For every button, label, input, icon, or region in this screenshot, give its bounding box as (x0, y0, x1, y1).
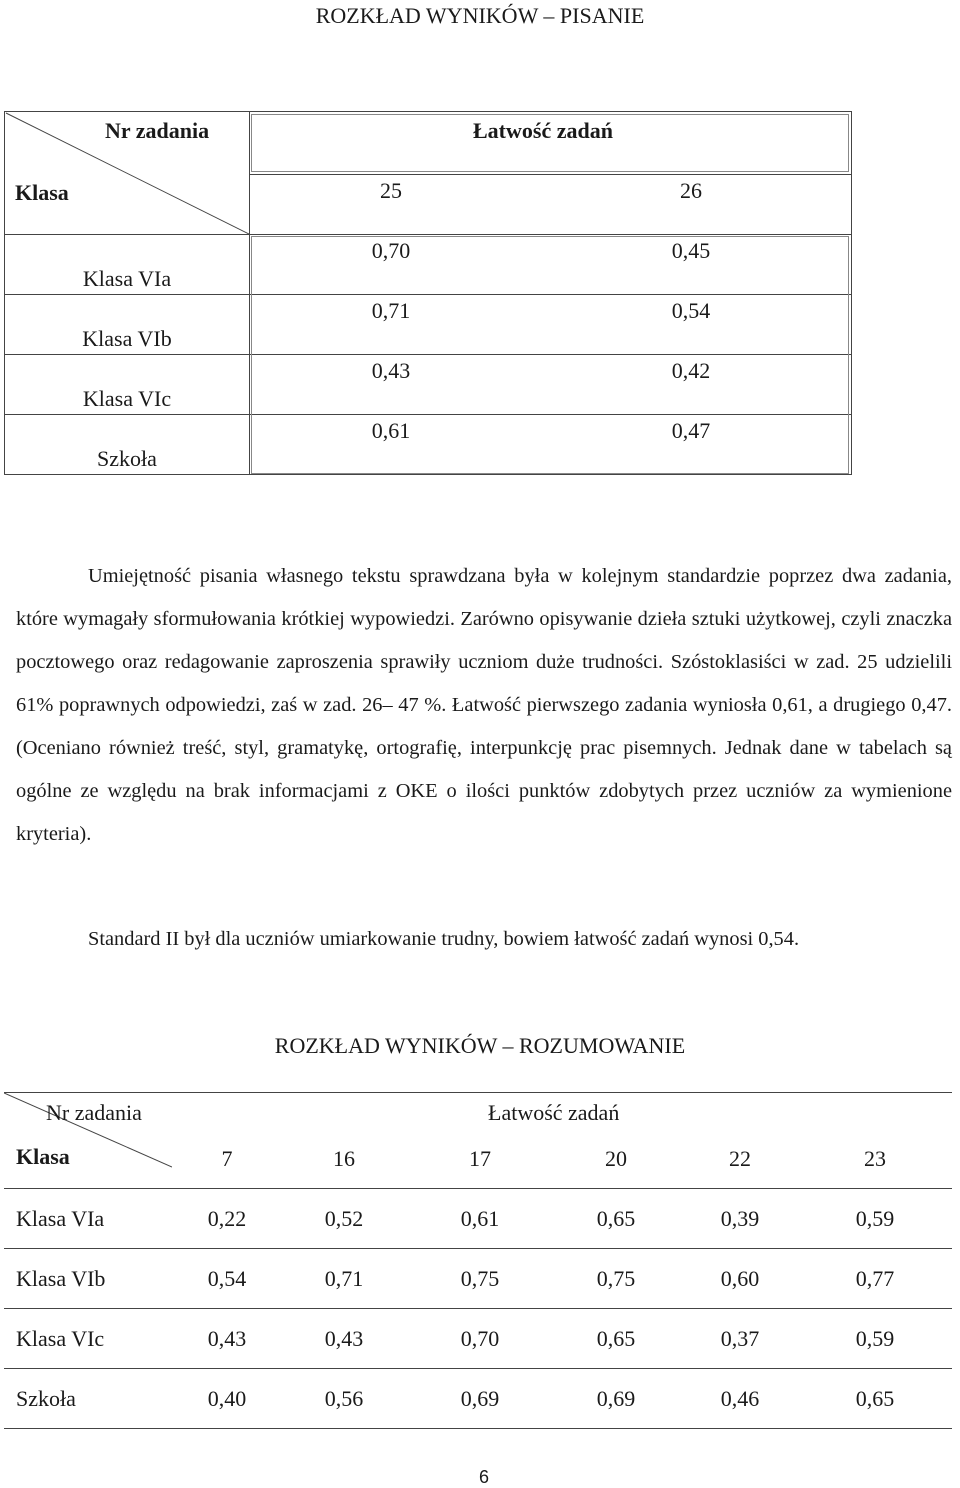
table-column-divider (249, 112, 250, 474)
row-label: Szkoła (97, 446, 157, 471)
table-cell-value: 0,37 (720, 1326, 760, 1351)
table-rule (249, 174, 851, 175)
task-number-header: 7 (221, 1146, 233, 1171)
table-cell-value: 0,69 (596, 1386, 636, 1411)
summary-paragraph: Standard II był dla uczniów umiarkowanie trudny, bowiem łatwość zadań wynosi 0,54. (88, 928, 800, 950)
table-cell-value: 0,39 (720, 1206, 760, 1231)
table-cell-value: 0,40 (207, 1386, 247, 1411)
table-cell-value: 0,46 (720, 1386, 760, 1411)
table-cell-value: 0,59 (855, 1206, 895, 1231)
table-rule (4, 1368, 952, 1369)
writing-section-title: ROZKŁAD WYNIKÓW – PISANIE (315, 3, 645, 28)
table-rule (4, 1188, 952, 1189)
table-cell-value: 0,75 (596, 1266, 636, 1291)
table-cell-value: 0,43 (324, 1326, 364, 1351)
task-number-header: 26 (680, 178, 702, 203)
table-cell-value: 0,56 (324, 1386, 364, 1411)
corner-header-task-number: Nr zadania (46, 1100, 142, 1125)
row-label: Klasa VIc (16, 1326, 105, 1351)
writing-results-table (4, 111, 852, 475)
table-cell-value: 0,52 (324, 1206, 364, 1231)
table-cell-value: 0,54 (671, 298, 711, 323)
reasoning-results-table (4, 1092, 952, 1428)
table-cell-value: 0,47 (671, 418, 711, 443)
task-number-header: 16 (333, 1146, 355, 1171)
task-number-header: 20 (605, 1146, 627, 1171)
table-cell-value: 0,77 (855, 1266, 895, 1291)
table-cell-value: 0,71 (324, 1266, 364, 1291)
reasoning-section-title: ROZKŁAD WYNIKÓW – ROZUMOWANIE (274, 1033, 686, 1058)
table-cell-value: 0,71 (371, 298, 411, 323)
corner-header-task-number: Nr zadania (105, 118, 210, 143)
table-cell-value: 0,45 (671, 238, 711, 263)
row-label: Klasa VIa (16, 1206, 105, 1231)
row-label: Szkoła (16, 1386, 76, 1411)
task-number-header: 25 (380, 178, 402, 203)
table-cell-value: 0,70 (371, 238, 411, 263)
row-label: Klasa VIa (82, 266, 172, 291)
table-cell-value: 0,65 (855, 1386, 895, 1411)
table-cell-value: 0,43 (371, 358, 411, 383)
analysis-paragraph: Umiejętność pisania własnego tekstu sprawdzana była w kolejnym standardzie poprzez dwa zadania, które wymagały sformułowania krótkiej wypowiedzi. Zarówno opisywanie dzieła sztuki użytkowej, czyli znaczka pocztowego oraz redagowanie zaproszenia sprawiły uczniom duże trudności. Szóstoklasiści w zad. 25 udzielili 61% poprawnych odpowiedzi, zaś w zad. 26– 47 %. Łatwość pierwszego zadania wyniosła 0,61, a drugiego 0,47. (Oceniano również treść, styl, gramatykę, ortografię, interpunkcję prac pisemnych. Jednak dane w tabelach są ogólne ze względu na brak informacjami z OKE o ilości punktów zdobytych przez uczniów za wymienione kryteria). (16, 565, 952, 845)
table-rule (4, 1248, 952, 1249)
table-cell-value: 0,65 (596, 1326, 636, 1351)
table-cell-value: 0,22 (207, 1206, 247, 1231)
table-cell-value: 0,65 (596, 1206, 636, 1231)
table-cell-value: 0,61 (460, 1206, 500, 1231)
table-cell-value: 0,70 (460, 1326, 500, 1351)
group-header-difficulty: Łatwość zadań (473, 118, 613, 143)
task-number-header: 23 (864, 1146, 886, 1171)
table-rule (4, 1092, 952, 1093)
page-number: 6 (478, 1467, 489, 1487)
corner-header-class: Klasa (15, 180, 69, 205)
task-number-header: 17 (469, 1146, 491, 1171)
table-rule (5, 234, 851, 235)
values-cell-frame (251, 236, 849, 474)
table-cell-value: 0,43 (207, 1326, 247, 1351)
table-rule (4, 1308, 952, 1309)
table-cell-value: 0,75 (460, 1266, 500, 1291)
table-cell-value: 0,60 (720, 1266, 760, 1291)
table-cell-value: 0,69 (460, 1386, 500, 1411)
table-cell-value: 0,54 (207, 1266, 247, 1291)
table-cell-value: 0,61 (371, 418, 411, 443)
row-label: Klasa VIc (82, 386, 172, 411)
table-cell-value: 0,59 (855, 1326, 895, 1351)
row-label: Klasa VIb (82, 326, 172, 351)
task-number-header: 22 (729, 1146, 751, 1171)
table-cell-value: 0,42 (671, 358, 711, 383)
row-label: Klasa VIb (16, 1266, 106, 1291)
table-rule (4, 1428, 952, 1429)
corner-header-class: Klasa (16, 1144, 70, 1169)
group-header-difficulty: Łatwość zadań (488, 1100, 620, 1125)
